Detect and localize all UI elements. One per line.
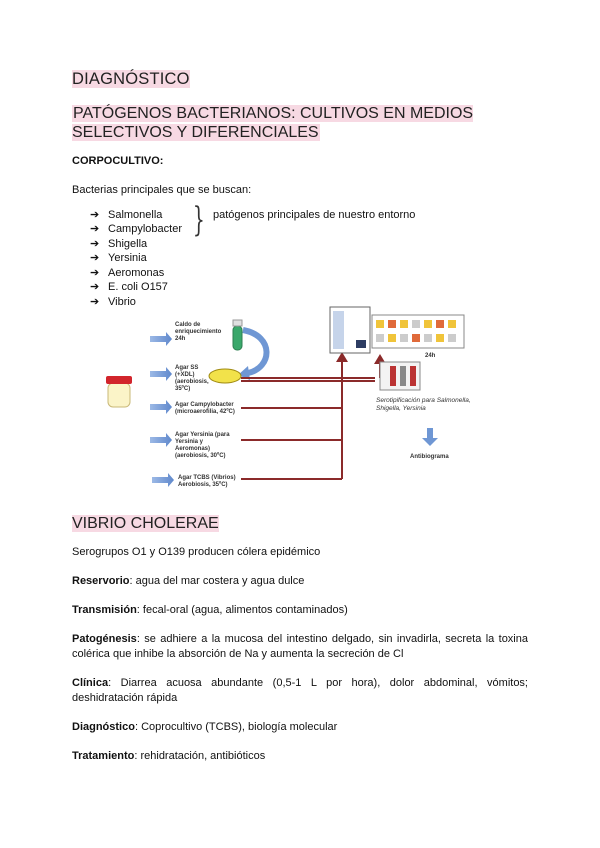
instrument-icon bbox=[330, 307, 370, 353]
arrow-agar-yersinia bbox=[150, 433, 172, 447]
corpocultivo-title: CORPOCULTIVO: bbox=[72, 155, 164, 167]
patogenesis-text: Patogénesis: se adhiere a la mucosa del intestino delgado, sin invadirla, secreta la toxina colérica que inhibe la absorción de Na y aumenta la secreción de Cl bbox=[72, 633, 528, 660]
label-agar-tcbs: Agar TCBS (Vibrios) Aerobiosis, 35ºC) bbox=[178, 475, 236, 488]
label-caldo: Caldo de enriquecimiento 24h bbox=[175, 322, 222, 342]
arrow-icon: ➔ bbox=[90, 238, 100, 250]
arrow-agar-campy bbox=[150, 400, 172, 414]
transmision-text: Transmisión: fecal-oral (agua, alimentos contaminados) bbox=[72, 604, 348, 616]
arrow-icon: ➔ bbox=[90, 281, 100, 293]
serogroups-text: Serogrupos O1 y O139 producen cólera epidémico bbox=[72, 546, 321, 558]
arrow-icon: ➔ bbox=[90, 252, 100, 264]
reservorio-text: Reservorio: agua del mar costera y agua dulce bbox=[72, 575, 305, 587]
arrow-agar-tcbs bbox=[152, 473, 174, 487]
sample-cup-icon bbox=[106, 376, 132, 407]
brace-icon: } bbox=[192, 200, 205, 240]
heading-diagnostico: DIAGNÓSTICO bbox=[72, 70, 190, 88]
list-item: ➔ Yersinia bbox=[90, 252, 147, 264]
label-agar-yersinia: Agar Yersinia (para Yersinia y Aeromonas) (aerobiosis, 30ºC) bbox=[175, 432, 230, 459]
arrow-icon: ➔ bbox=[90, 223, 100, 235]
list-item: ➔ Aeromonas bbox=[90, 267, 165, 279]
agar-plate-icon bbox=[209, 369, 241, 383]
heading-patogenos: PATÓGENOS BACTERIANOS: CULTIVOS EN MEDIOS SELECTIVOS Y DIFERENCIALES bbox=[72, 105, 474, 141]
arrow-agar-ss bbox=[150, 367, 172, 381]
label-serotipificacion: Serotipificación para Salmonella, Shigella, Yersinia bbox=[376, 397, 471, 412]
list-item: ➔ Vibrio bbox=[90, 296, 136, 308]
arrow-icon: ➔ bbox=[90, 267, 100, 279]
brace-note: patógenos principales de nuestro entorno bbox=[213, 209, 416, 221]
label-agar-campy: Agar Campylobacter (microaerofilia, 42ºC) bbox=[175, 402, 235, 415]
list-item: ➔ Shigella bbox=[90, 238, 148, 250]
tratamiento-text: Tratamiento: rehidratación, antibióticos bbox=[72, 750, 266, 762]
clinica-text: Clínica: Diarrea acuosa abundante (0,5-1 L por hora), dolor abdominal, vómitos; deshidratación rápida bbox=[72, 677, 528, 704]
serotyping-icon bbox=[380, 362, 420, 390]
list-item: ➔ Campylobacter bbox=[90, 223, 182, 235]
diagnostico-text: Diagnóstico: Coprocultivo (TCBS), biología molecular bbox=[72, 721, 338, 733]
label-agar-ss: Agar SS (+XDL) (aerobiosis, 35ºC) bbox=[175, 365, 209, 392]
arrow-icon: ➔ bbox=[90, 209, 100, 221]
test-strip-icon bbox=[372, 315, 464, 348]
list-item: ➔ Salmonella bbox=[90, 209, 163, 221]
curved-arrow-icon bbox=[243, 330, 267, 373]
arrow-down-icon bbox=[422, 428, 438, 446]
label-24h: 24h bbox=[425, 353, 436, 359]
list-item: ➔ E. coli O157 bbox=[90, 281, 168, 293]
enrichment-tube-icon bbox=[233, 320, 242, 350]
arrow-icon: ➔ bbox=[90, 296, 100, 308]
flow-lines bbox=[241, 360, 375, 479]
heading-vibrio: VIBRIO CHOLERAE bbox=[72, 515, 219, 532]
arrow-caldo bbox=[150, 332, 172, 346]
label-antibiograma: Antibiograma bbox=[410, 454, 449, 460]
corpocultivo-intro: Bacterias principales que se buscan: bbox=[72, 184, 252, 196]
